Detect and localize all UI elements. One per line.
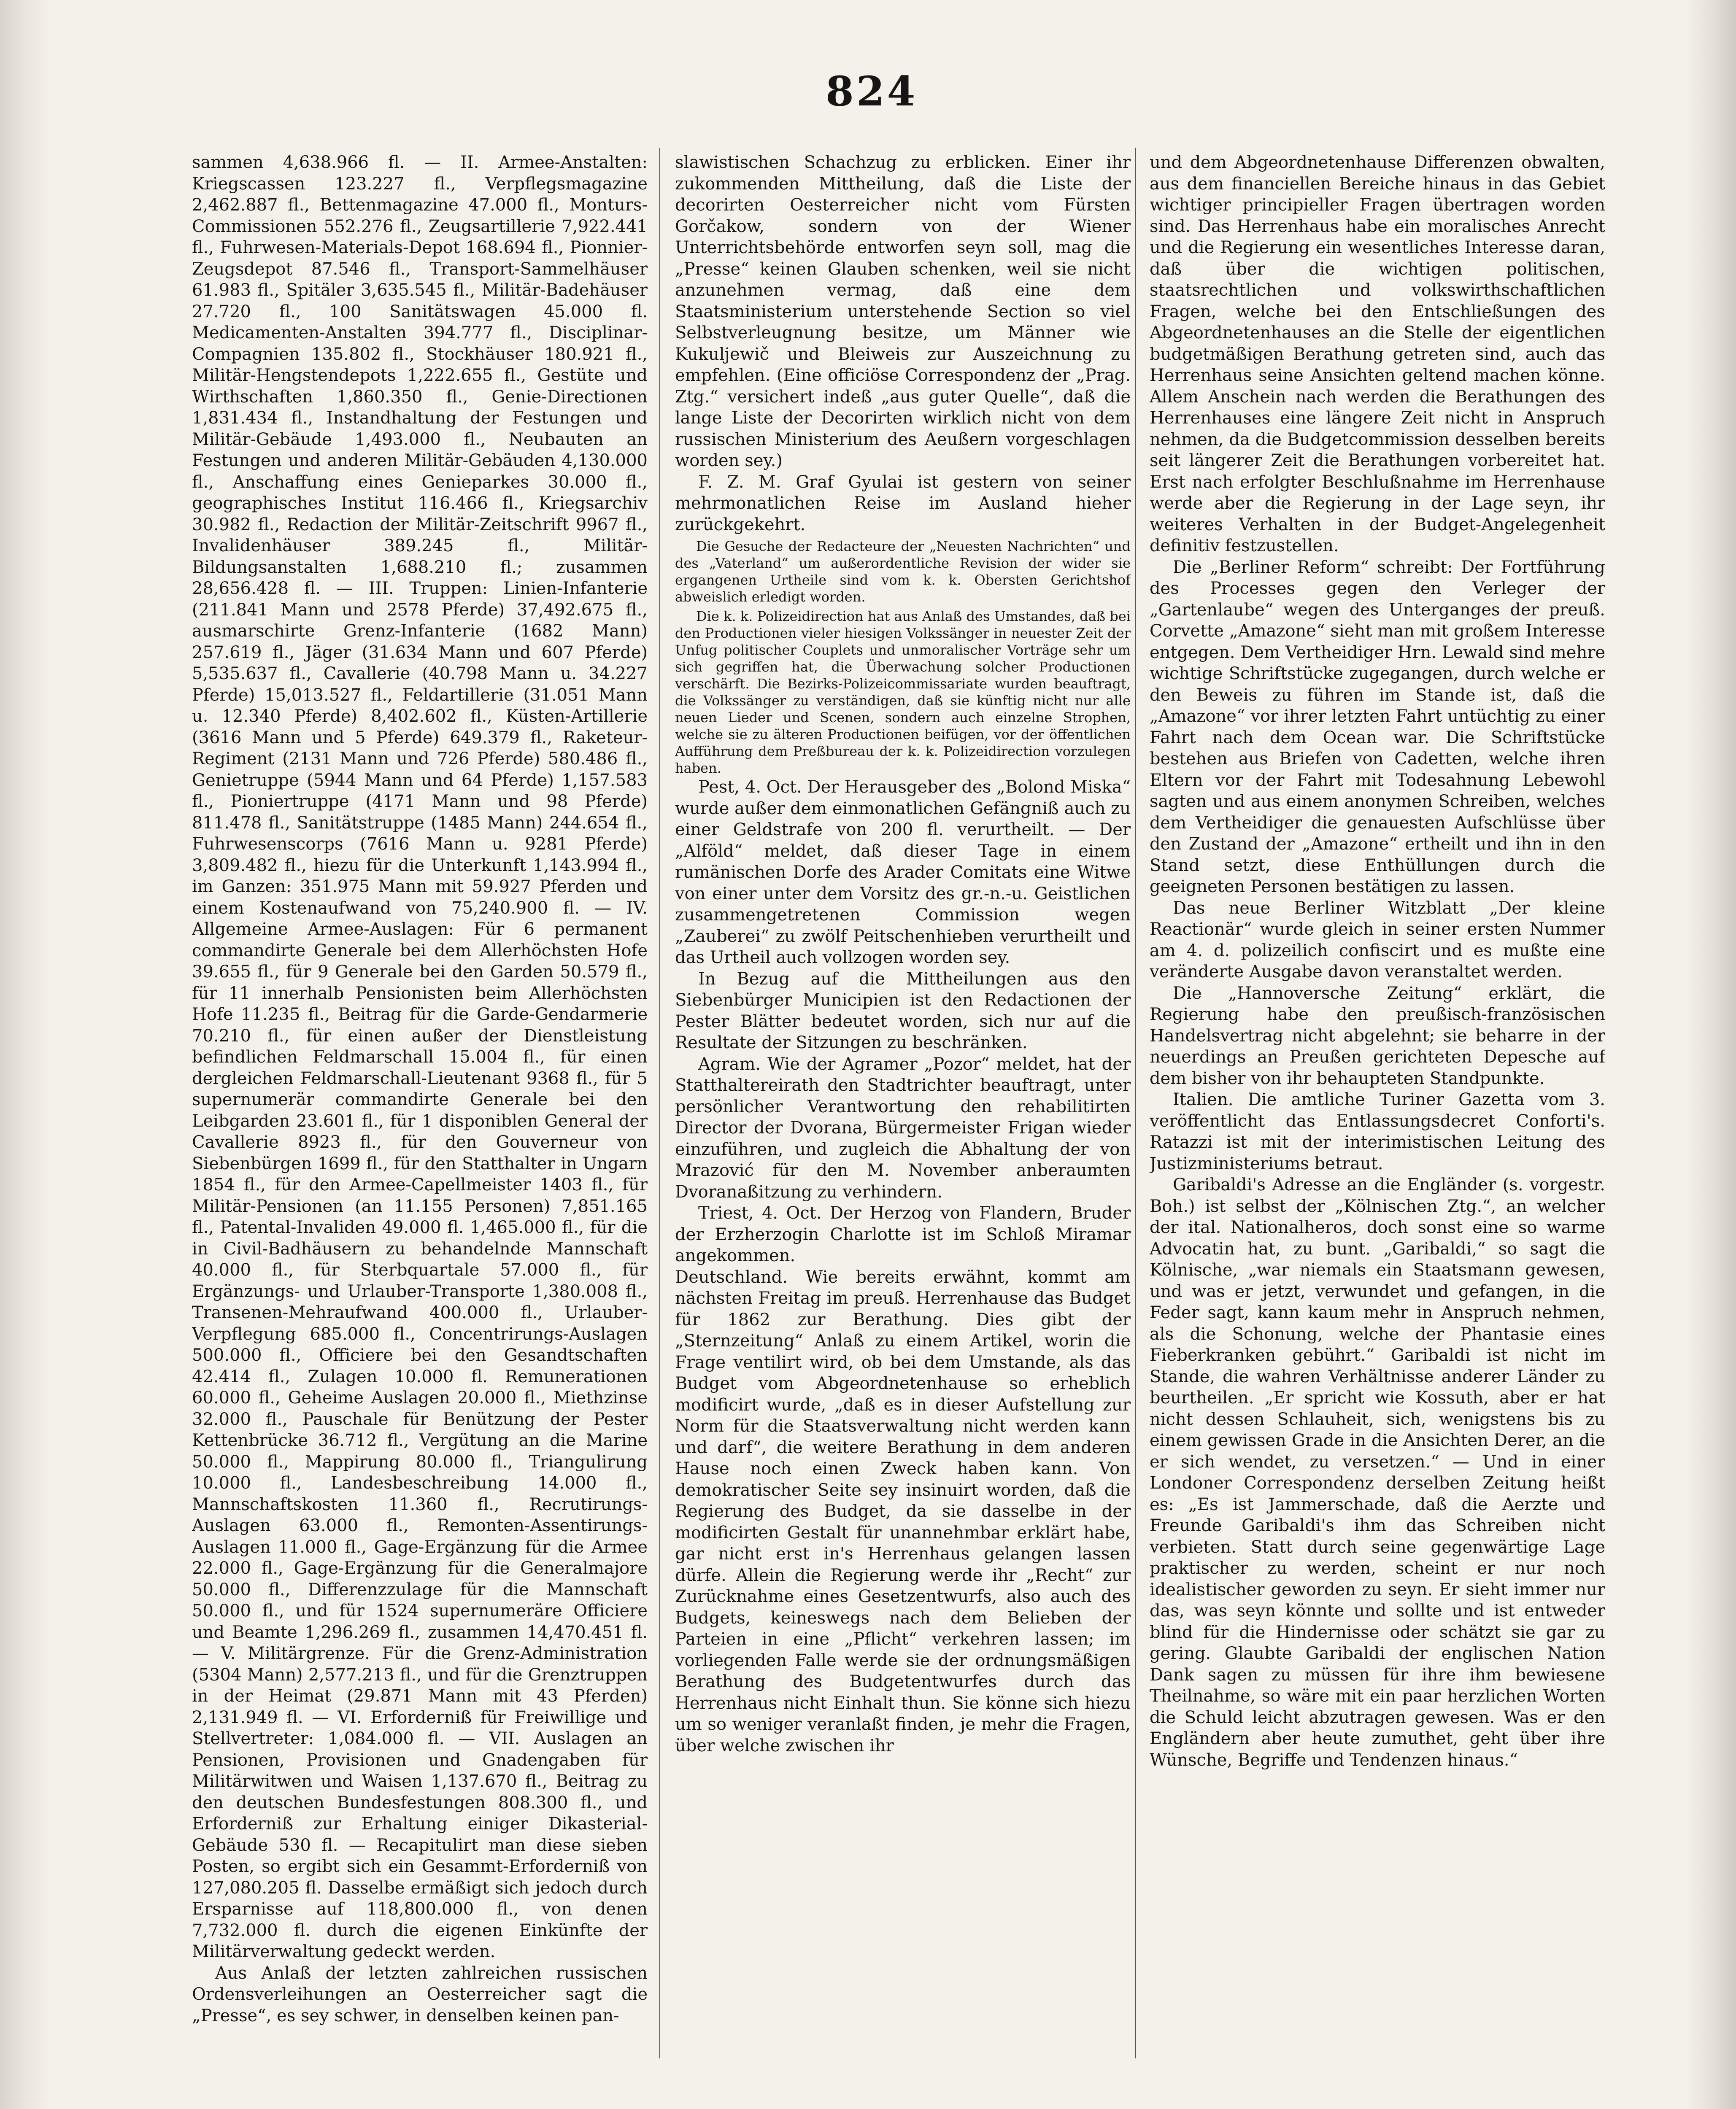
paragraph-small: Die k. k. Polizeidirection hat aus Anlaß des Umstandes, daß bei den Productionen vieler hiesigen Volkssänger in neuester Zeit der Unfug politischer Couplets und unmoralischer Vorträge sehr um sich gegriffen hat, die Überwachung solcher Productionen verschärft. Die Bezirks-Polizeicommissariate wurden beauftragt, die Volkssänger zu verständigen, daß sie künftig nicht nur alle neuen Lieder und Scenen, sondern auch einzelne Strophen, welche sie zu älteren Productionen beifügen, vor der öffentlichen Aufführung dem Preßbureau der k. k. Polizeidirection vorzulegen haben.: [675, 608, 1131, 776]
paragraph-small: Die Gesuche der Redacteure der „Neuesten Nachrichten“ und des „Vaterland“ um außerordentliche Revision der wider sie ergangenen Urtheile sind vom k. k. Obersten Gerichtshof abweislich erledigt worden.: [675, 538, 1131, 605]
paragraph: Die „Hannoversche Zeitung“ erklärt, die Regierung habe den preußisch-französischen Handelsvertrag nicht abgelehnt; sie beharre in der neuerdings an Preußen gerichteten Depesche auf dem bisher von ihr behaupteten Standpunkte.: [1150, 983, 1605, 1088]
page-number: 824: [826, 67, 918, 115]
scan-left-edge: [0, 0, 51, 2109]
news-item-triest: Triest, 4. Oct. Der Herzog von Flandern, Bruder der Erzherzogin Charlotte ist im Schloß Miramar angekommen.: [675, 1203, 1131, 1265]
paragraph: und dem Abgeordnetenhause Differenzen obwalten, aus dem financiellen Bereiche hinaus in das Gebiet wichtiger principieller Fragen übertragen worden sind. Das Herrenhaus habe ein moralisches Anrecht und die Regierung ein wesentliches Interesse daran, daß über die wichtigen politischen, staatsrechtlichen und volkswirthschaftlichen Fragen, welche bei den Entschließungen des Abgeordnetenhauses an die Stelle der eigentlichen budgetmäßigen Berathung getreten sind, auch das Herrenhaus seine Ansichten geltend machen könne. Allem Anschein nach werden die Berathungen des Herrenhauses eine längere Zeit nicht in Anspruch nehmen, da die Budgetcommission desselben bereits seit längerer Zeit die Berathungen vorbereitet hat. Erst nach erfolgter Beschlußnahme im Herrenhause werde aber die Regierung in der Lage seyn, ihr weiteres Verhalten in der Budget-Angelegenheit definitiv festzustellen.: [1150, 153, 1605, 556]
paragraph: F. Z. M. Graf Gyulai ist gestern von seiner mehrmonatlichen Reise im Ausland hieher zurückgekehrt.: [675, 472, 1131, 534]
column-rule: [659, 148, 660, 2058]
paragraph: sammen 4,638.966 fl. — II. Armee-Anstalten: Kriegscassen 123.227 fl., Verpflegsmagazine 2,462.887 fl., Bettenmagazine 47.000 fl., Monturs-Commissionen 552.276 fl., Zeugsartillerie 7,922.441 fl., Fuhrwesen-Materials-Depot 168.694 fl., Pionnier-Zeugsdepot 87.546 fl., Transport-Sammelhäuser 61.983 fl., Spitäler 3,635.545 fl., Militär-Badehäuser 27.720 fl., 100 Sanitätswagen 45.000 fl. Medicamenten-Anstalten 394.777 fl., Disciplinar-Compagnien 135.802 fl., Stockhäuser 180.921 fl., Militär-Hengstendepots 1,222.655 fl., Gestüte und Wirthschaften 1,860.350 fl., Genie-Directionen 1,831.434 fl., Instandhaltung der Festungen und Militär-Gebäude 1,493.000 fl., Neubauten an Festungen und anderen Militär-Gebäuden 4,130.000 fl., Anschaffung eines Genieparkes 30.000 fl., geographisches Institut 116.466 fl., Kriegsarchiv 30.982 fl., Redaction der Militär-Zeitschrift 9967 fl., Invalidenhäuser 389.245 fl., Militär-Bildungsanstalten 1,688.210 fl.; zusammen 28,656.428 fl. — III. Truppen: Linien-Infanterie (211.841 Mann und 2578 Pferde) 37,492.675 fl., ausmarschirte Grenz-Infanterie (1682 Mann) 257.619 fl., Jäger (31.634 Mann und 607 Pferde) 5,535.637 fl., Cavallerie (40.798 Mann u. 34.227 Pferde) 15,013.527 fl., Feldartillerie (31.051 Mann u. 12.340 Pferde) 8,402.602 fl., Küsten-Artillerie (3616 Mann und 5 Pferde) 649.379 fl., Raketeur-Regiment (2131 Mann und 726 Pferde) 580.486 fl., Genietruppe (5944 Mann und 64 Pferde) 1,157.583 fl., Pioniertruppe (4171 Mann und 98 Pferde) 811.478 fl., Sanitätstruppe (1485 Mann) 244.654 fl., Fuhrwesenscorps (7616 Mann u. 9281 Pferde) 3,809.482 fl., hiezu für die Unterkunft 1,143.994 fl., im Ganzen: 351.975 Mann mit 59.927 Pferden und einem Kostenaufwand von 75,240.900 fl. — IV. Allgemeine Armee-Auslagen: Für 6 permanent commandirte Generale bei dem Allerhöchsten Hofe 39.655 fl., für 9 Generale bei den Garden 50.579 fl., für 11 innerhalb Pensionisten beim Allerhöchsten Hofe 11.235 fl., Beitrag für die Garde-Gendarmerie 70.210 fl., für einen außer der Dienstleistung befindlichen Feldmarschall 15.004 fl., für einen dergleichen Feldmarschall-Lieutenant 9368 fl., für 5 supernumerär commandirte Generale bei den Leibgarden 23.601 fl., für 1 disponiblen General der Cavallerie 8923 fl., für den Gouverneur von Siebenbürgen 1699 fl., für den Statthalter in Ungarn 1854 fl., für den Armee-Capellmeister 1403 fl., für Militär-Pensionen (an 11.155 Personen) 7,851.165 fl., Patental-Invaliden 49.000 fl. 1,465.000 fl., für die in Civil-Badhäusern zu behandelnde Mannschaft 40.000 fl., für Sterbquartale 57.000 fl., für Ergänzungs- und Urlauber-Transporte 1,380.008 fl., Transenen-Mehraufwand 400.000 fl., Urlauber-Verpflegung 685.000 fl., Concentrirungs-Auslagen 500.000 fl., Officiere bei den Gesandtschaften 42.414 fl., Zulagen 10.000 fl. Remunerationen 60.000 fl., Geheime Auslagen 20.000 fl., Miethzinse 32.000 fl., Pauschale für Benützung der Pester Kettenbrücke 36.712 fl., Vergütung an die Marine 50.000 fl., Mappirung 80.000 fl., Triangulirung 10.000 fl., Landesbeschreibung 14.000 fl., Mannschaftskosten 11.360 fl., Recrutirungs-Auslagen 63.000 fl., Remonten-Assentirungs-Auslagen 11.000 fl., Gage-Ergänzung für die Armee 22.000 fl., Gage-Ergänzung für die Generalmajore 50.000 fl., Differenzzulage für die Mannschaft 50.000 fl., und für 1524 supernumeräre Officiere und Beamte 1,296.269 fl., zusammen 14,470.451 fl. — V. Militärgrenze. Für die Grenz-Administration (5304 Mann) 2,577.213 fl., und für die Grenztruppen in der Heimat (29.871 Mann mit 43 Pferden) 2,131.949 fl. — VI. Erforderniß für Freiwillige und Stellvertreter: 1,084.000 fl. — VII. Auslagen an Pensionen, Provisionen und Gnadengaben für Militärwitwen und Waisen 1,137.670 fl., Beitrag zu den deutschen Bundesfestungen 808.300 fl., und Erforderniß zur Erhaltung einiger Dikasterial-Gebäude 530 fl. — Recapitulirt man diese sieben Posten, so ergibt sich ein Gesammt-Erforderniß von 127,080.205 fl. Dasselbe ermäßigt sich jedoch durch Ersparnisse auf 118,800.000 fl., von denen 7,732.000 fl. durch die eigenen Einkünfte der Militärverwaltung gedeckt werden.: [192, 153, 648, 1961]
paragraph: slawistischen Schachzug zu erblicken. Einer ihr zukommenden Mittheilung, daß die Liste der decorirten Oesterreicher nicht vom Fürsten Gorčakow, sondern von der Wiener Unterrichtsbehörde entworfen seyn soll, mag die „Presse“ keinen Glauben schenken, weil sie nicht anzunehmen vermag, daß eine dem Staatsministerium unterstehende Section so viel Selbstverleugnung besitze, um Männer wie Kukuljewič und Bleiweis zur Auszeichnung zu empfehlen. (Eine officiöse Correspondenz der „Prag. Ztg.“ versichert indeß „aus guter Quelle“, daß die lange Liste der Decorirten wirklich nicht von dem russischen Ministerium des Aeußern vorgeschlagen worden sey.): [675, 153, 1131, 470]
paragraph: Das neue Berliner Witzblatt „Der kleine Reactionär“ wurde gleich in seiner ersten Nummer am 4. d. polizeilich confiscirt und es mußte eine veränderte Ausgabe davon veranstaltet werden.: [1150, 898, 1605, 982]
text-column-3: [1150, 152, 1605, 2058]
paragraph: In Bezug auf die Mittheilungen aus den Siebenbürger Municipien ist den Redactionen der Pester Blätter bedeutet worden, sich nur auf die Resultate der Sitzungen zu beschränken.: [675, 969, 1131, 1052]
column-rule: [1135, 148, 1136, 2058]
text-column-1: [192, 152, 648, 2058]
scan-right-edge: [1685, 0, 1736, 2109]
paragraph: Aus Anlaß der letzten zahlreichen russischen Ordensverleihungen an Oesterreicher sagt die „Presse“, es sey schwer, in denselben keinen pan-: [192, 1963, 648, 2025]
text-column-2: [675, 152, 1131, 2058]
paragraph: Die „Berliner Reform“ schreibt: Der Fortführung des Processes gegen den Verleger der „Gartenlaube“ wegen des Unterganges der preuß. Corvette „Amazone“ sieht man mit großem Interesse entgegen. Dem Vertheidiger Hrn. Lewald sind mehre wichtige Schriftstücke zugegangen, durch welche er den Beweis zu führen im Stande ist, daß die „Amazone“ vor ihrer letzten Fahrt untüchtig zu einer Fahrt nach dem Ocean war. Die Schriftstücke bestehen aus Briefen von Cadetten, welche ihren Eltern vor der Fahrt mit Todesahnung Lebewohl sagten und aus einem anonymen Schreiben, welches dem Vertheidiger die genauesten Aufschlüsse über den Zustand der „Amazone“ ertheilt und ihn in den Stand setzt, diese Enthüllungen durch die geeigneten Personen bestätigen zu lassen.: [1150, 557, 1605, 896]
news-item-pest: Pest, 4. Oct. Der Herausgeber des „Bolond Miska“ wurde außer dem einmonatlichen Gefängniß auch zu einer Geldstrafe von 200 fl. verurtheilt. — Der „Alföld“ meldet, daß dieser Tage in einem rumänischen Dorfe des Arader Comitats eine Witwe von einer unter dem Vorsitz des gr.-n.-u. Geistlichen zusammengetretenen Commission wegen „Zauberei“ zu zwölf Peitschenhieben verurtheilt und das Urtheil auch vollzogen worden sey.: [675, 777, 1131, 967]
section-italien: Italien. Die amtliche Turiner Gazetta vom 3. veröffentlicht das Entlassungsdecret Conforti's. Ratazzi ist mit der interimistischen Leitung des Justizministeriums betraut.: [1150, 1090, 1605, 1173]
paragraph: Garibaldi's Adresse an die Engländer (s. vorgestr. Boh.) ist selbst der „Kölnischen Ztg.“, an welcher der ital. Nationalheros, doch sonst eine so warme Advocatin hat, zu bunt. „Garibaldi,“ so sagt die Kölnische, „war niemals ein Staatsmann gewesen, und was er jetzt, verwundet und gefangen, in die Feder sagt, kann kaum mehr in Anspruch nehmen, als die Schonung, welche der Phantasie eines Fieberkranken gebührt.“ Garibaldi ist nicht im Stande, die wahren Verhältnisse anderer Länder zu beurtheilen. „Er spricht wie Kossuth, aber er hat nicht dessen Schlauheit, sich, wenigstens bis zu einem gewissen Grade in die Ansichten Derer, an die er sich wendet, zu versetzen.“ — Und in einer Londoner Correspondenz derselben Zeitung heißt es: „Es ist Jammerschade, daß die Aerzte und Freunde Garibaldi's ihm das Schreiben nicht verbieten. Statt durch seine gegenwärtige Lage praktischer zu werden, scheint er nur noch idealistischer geworden zu seyn. Er sieht immer nur das, was seyn könnte und sollte und ist entweder blind für die Hindernisse oder schätzt sie gar zu gering. Glaubte Garibaldi der englischen Nation Dank sagen zu müssen für ihre ihm bewiesene Theilnahme, so wäre mit ein paar herzlichen Worten die Schuld leicht abzutragen gewesen. Was er den Engländern aber heute zumuthet, geht über ihre Wünsche, Begriffe und Tendenzen hinaus.“: [1150, 1175, 1605, 1770]
news-item-agram: Agram. Wie der Agramer „Pozor“ meldet, hat der Statthaltereirath den Stadtrichter beauftragt, unter persönlicher Verantwortung den rehabilitirten Director der Dvorana, Bürgermeister Frigan wieder einzuführen, und zugleich die Abhaltung der von Mrazović für den M. November anberaumten Dvoranaßitzung zu verhindern.: [675, 1054, 1131, 1202]
section-deutschland: Deutschland. Wie bereits erwähnt, kommt am nächsten Freitag im preuß. Herrenhause das Budget für 1862 zur Berathung. Dies gibt der „Sternzeitung“ Anlaß zu einem Artikel, worin die Frage ventilirt wird, ob bei dem Umstande, als das Budget vom Abgeordnetenhause so erheblich modificirt wurde, „daß es in dieser Aufstellung zur Norm für die Staatsverwaltung nicht werden kann und darf“, die weitere Berathung in dem anderen Hause noch einen Zweck haben kann. Von demokratischer Seite sey insinuirt worden, daß die Regierung des Budget, da sie dasselbe in der modificirten Gestalt für unannehmbar erklärt habe, gar nicht erst in's Herrenhaus gelangen lassen dürfe. Allein die Regierung werde ihr „Recht“ zur Zurücknahme eines Gesetzentwurfs, also auch des Budgets, keineswegs nach dem Belieben der Parteien in eine „Pflicht“ verkehren lassen; im vorliegenden Falle werde sie der ordnungsmäßigen Berathung des Budgetentwurfes durch das Herrenhaus nicht Einhalt thun. Sie könne sich hiezu um so weniger veranlaßt finden, je mehr die Fragen, über welche zwischen ihr: [675, 1267, 1131, 1756]
